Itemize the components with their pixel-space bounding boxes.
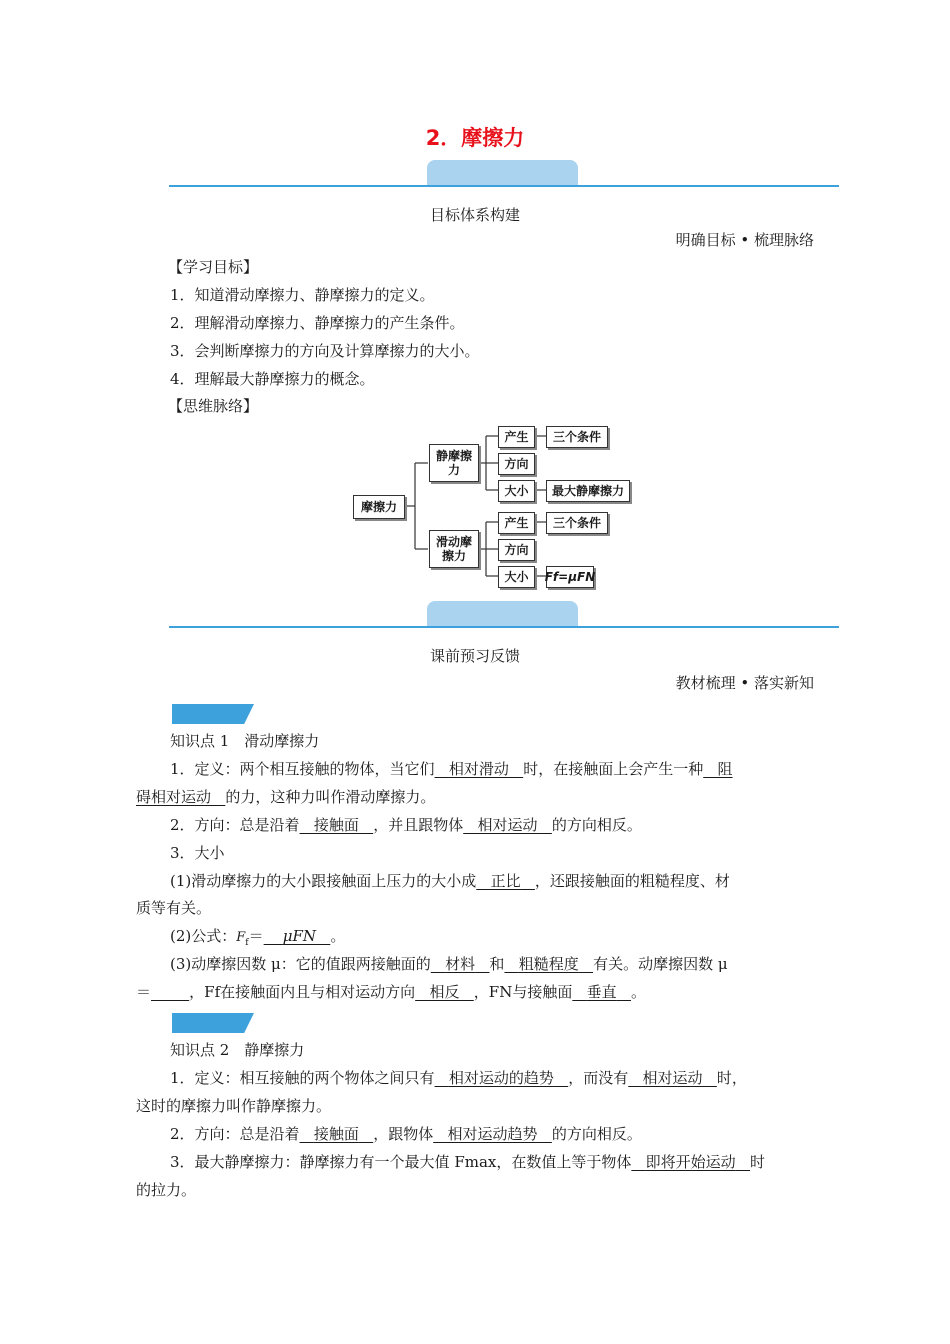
goals-label: 【学习目标】 [168,258,259,276]
answer-blank: 接触面 [313,1125,359,1143]
mindmap-sliding-formula: Ff=μFN [546,566,594,588]
kp1-definition: 1．定义：两个相互接触的物体，当它们 相对滑动 时，在接触面上会产生一种 阻 [170,760,733,778]
kp1-formula: (2)公式：$F_f=$ μFN 。 [170,927,346,948]
kp2-definition: 1．定义：相互接触的两个物体之间只有 相对运动的趋势 ，而没有 相对运动 时， [170,1069,747,1087]
answer-blank: 碍相对运动 [136,788,212,806]
kp1-definition-cont: 碍相对运动 的力，这种力叫作滑动摩擦力。 [136,788,436,806]
mindmap-connectors [0,0,950,600]
answer-blank: μFN [282,927,316,945]
answer-blank [151,983,189,1001]
kp2-max-static-cont: 的拉力。 [136,1181,197,1199]
mindmap-sliding-produce: 产生 [498,512,535,534]
answer-blank: 垂直 [586,983,617,1001]
answer-blank: 材料 [445,955,476,973]
mindmap-root: 摩擦力 [353,495,405,519]
mindmap-sliding-node: 滑动摩擦力 [429,530,479,568]
mindmap-sliding-direction: 方向 [498,539,535,561]
section-subtitle: 教材梳理 • 落实新知 [675,674,814,692]
mindmap-static-produce: 产生 [498,426,535,448]
mindmap-sliding-produce-detail: 三个条件 [546,512,608,534]
kp2-definition-cont: 这时的摩擦力叫作静摩擦力。 [136,1097,332,1115]
mindmap-static-direction: 方向 [498,453,535,475]
answer-blank: 相对运动 [477,816,538,834]
kp1-size-1-cont: 质等有关。 [136,899,212,917]
answer-blank: 相对运动的趋势 [448,1069,554,1087]
answer-blank: 接触面 [313,816,359,834]
kp2-max-static: 3．最大静摩擦力：静摩擦力有一个最大值 Fmax，在数值上等于物体 即将开始运动 时 [170,1153,766,1171]
kp1-size: 3．大小 [170,844,225,862]
answer-blank: 相对运动趋势 [447,1125,538,1143]
kp1-coefficient: (3)动摩擦因数 μ：它的值跟两接触面的 材料 和 粗糙程度 有关。动摩擦因数 μ [170,955,728,973]
answer-blank: 相反 [429,983,460,1001]
mindmap-label: 【思维脉络】 [168,397,259,415]
kp2-direction: 2．方向：总是沿着 接触面 ，跟物体 相对运动趋势 的方向相反。 [170,1125,642,1143]
mindmap-static-size-detail: 最大静摩擦力 [546,480,630,502]
answer-blank: 正比 [490,872,521,890]
section-subtitle: 明确目标 • 梳理脉络 [675,231,814,249]
mindmap-sliding-size: 大小 [498,566,535,588]
kp-banner [172,1013,254,1033]
page-title: 2．摩擦力 [425,126,525,150]
mindmap-static-size: 大小 [498,480,535,502]
goal-item: 2．理解滑动摩擦力、静摩擦力的产生条件。 [170,314,465,332]
goal-item: 3．会判断摩擦力的方向及计算摩擦力的大小。 [170,342,480,360]
kp-banner [172,704,254,724]
kp1-coefficient-cont: ＝ ，Ff在接触面内且与相对运动方向 相反 ，FN与接触面 垂直 。 [136,983,646,1001]
goal-item: 1．知道滑动摩擦力、静摩擦力的定义。 [170,286,435,304]
section-rule [169,626,839,628]
kp1-direction: 2．方向：总是沿着 接触面 ，并且跟物体 相对运动 的方向相反。 [170,816,642,834]
kp1-size-1: (1)滑动摩擦力的大小跟接触面上压力的大小成 正比 ，还跟接触面的粗糙程度、材 [170,872,730,890]
section-heading: 目标体系构建 [429,206,520,224]
answer-blank: 阻 [717,760,733,778]
kp1-title: 知识点 1 滑动摩擦力 [170,732,320,750]
section-tab [427,601,578,627]
answer-blank: 粗糙程度 [518,955,579,973]
answer-blank: 相对滑动 [448,760,509,778]
answer-blank: 即将开始运动 [645,1153,736,1171]
answer-blank: 相对运动 [642,1069,703,1087]
goal-item: 4．理解最大静摩擦力的概念。 [170,370,375,388]
kp2-title: 知识点 2 静摩擦力 [170,1041,305,1059]
mindmap-static-produce-detail: 三个条件 [546,426,608,448]
section-heading: 课前预习反馈 [429,647,520,665]
mindmap-static-node: 静摩擦力 [429,444,479,482]
